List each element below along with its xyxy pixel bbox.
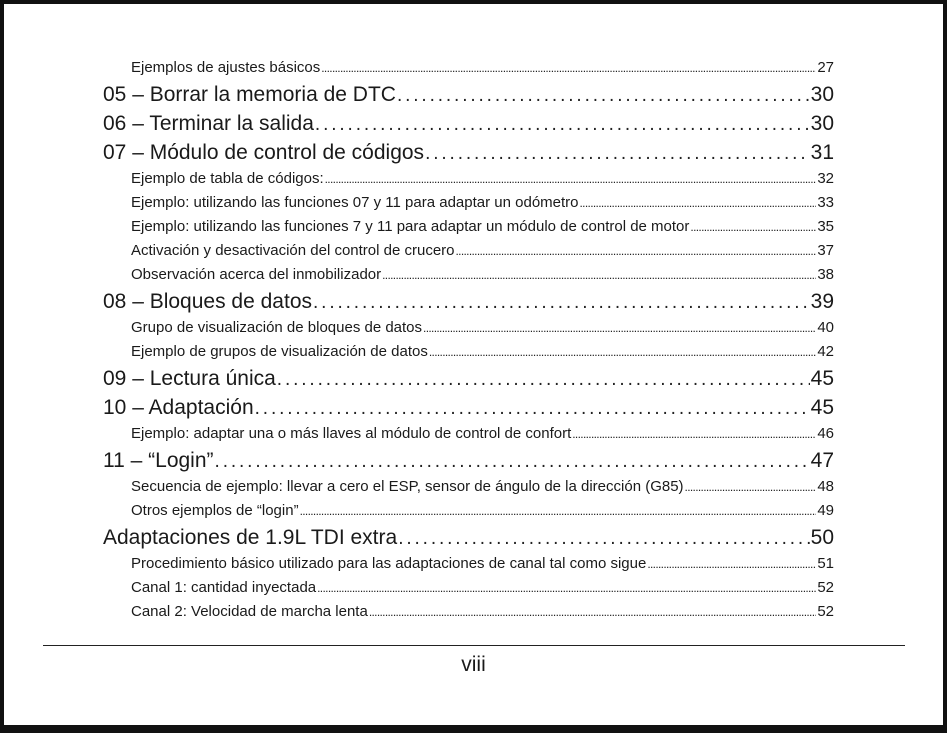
toc-entry-page-number: 30 — [810, 83, 834, 106]
dot-leader — [382, 263, 816, 287]
toc-entry-page-number: 27 — [817, 59, 834, 76]
toc-section-entry[interactable] — [103, 422, 834, 446]
toc-section-entry[interactable] — [103, 552, 834, 576]
dot-leader — [317, 576, 816, 600]
dot-leader — [321, 56, 816, 80]
toc-section-entry[interactable] — [103, 167, 834, 191]
dot-leader — [580, 191, 817, 215]
toc-entry-page-number: 45 — [810, 367, 834, 390]
toc-entry-page-number: 33 — [817, 194, 834, 211]
dot-leader — [300, 499, 817, 523]
toc-entry-title: Grupo de visualización de bloques de datos — [131, 319, 423, 336]
toc-section-entry[interactable] — [103, 499, 834, 523]
dot-leader — [277, 364, 810, 393]
page-number: viii — [461, 653, 486, 676]
toc-entry-page-number: 31 — [810, 141, 834, 164]
toc-entry-page-number: 51 — [817, 555, 834, 572]
toc-chapter-entry[interactable] — [103, 287, 834, 316]
toc-entry-page-number: 32 — [817, 170, 834, 187]
toc-section-entry[interactable] — [103, 263, 834, 287]
toc-section-entry[interactable] — [103, 340, 834, 364]
toc-entry-page-number: 49 — [817, 502, 834, 519]
toc-entry-title: 10 – Adaptación — [103, 396, 254, 419]
toc-entry-title: 08 – Bloques de datos — [103, 290, 312, 313]
dot-leader — [369, 600, 816, 624]
dot-leader — [456, 239, 817, 263]
toc-entry-title: Procedimiento básico utilizado para las adaptaciones de canal tal como sigue — [131, 555, 647, 572]
toc-entry-title: Ejemplo: utilizando las funciones 7 y 11 para adaptar un módulo de control de motor — [131, 218, 690, 235]
dot-leader — [423, 316, 816, 340]
toc-chapter-entry[interactable] — [103, 109, 834, 138]
toc-section-entry[interactable] — [103, 56, 834, 80]
toc-entry-page-number: 37 — [817, 242, 834, 259]
dot-leader — [215, 446, 810, 475]
dot-leader — [325, 167, 817, 191]
toc-entry-page-number: 42 — [817, 343, 834, 360]
dot-leader — [315, 109, 810, 138]
toc-entry-title: Ejemplo: utilizando las funciones 07 y 11 para adaptar un odómetro — [131, 194, 579, 211]
toc-entry-page-number: 50 — [810, 526, 834, 549]
footer-rule — [43, 645, 905, 646]
toc-entry-page-number: 45 — [810, 396, 834, 419]
toc-chapter-entry[interactable] — [103, 138, 834, 167]
dot-leader — [398, 523, 809, 552]
dot-leader — [255, 393, 810, 422]
toc-entry-title: Ejemplo de tabla de códigos: — [131, 170, 324, 187]
toc-entry-title: 09 – Lectura única — [103, 367, 276, 390]
toc-entry-title: 11 – “Login” — [103, 449, 214, 472]
table-of-contents — [103, 56, 834, 624]
toc-entry-title: Observación acerca del inmobilizador — [131, 266, 382, 283]
toc-entry-page-number: 38 — [817, 266, 834, 283]
toc-entry-title: 06 – Terminar la salida — [103, 112, 314, 135]
toc-entry-page-number: 47 — [810, 449, 834, 472]
toc-section-entry[interactable] — [103, 215, 834, 239]
toc-chapter-entry[interactable] — [103, 446, 834, 475]
toc-entry-page-number: 52 — [817, 603, 834, 620]
dot-leader — [313, 287, 810, 316]
toc-entry-title: Otros ejemplos de “login” — [131, 502, 299, 519]
toc-chapter-entry[interactable] — [103, 523, 834, 552]
dot-leader — [429, 340, 816, 364]
toc-chapter-entry[interactable] — [103, 393, 834, 422]
dot-leader — [690, 215, 816, 239]
toc-entry-page-number: 35 — [817, 218, 834, 235]
dot-leader — [425, 138, 810, 167]
toc-entry-title: Secuencia de ejemplo: llevar a cero el ESP, sensor de ángulo de la dirección (G85) — [131, 478, 684, 495]
toc-entry-page-number: 39 — [810, 290, 834, 313]
dot-leader — [572, 422, 816, 446]
toc-entry-page-number: 52 — [817, 579, 834, 596]
dot-leader — [685, 475, 817, 499]
toc-entry-title: Adaptaciones de 1.9L TDI extra — [103, 526, 398, 549]
dot-leader — [647, 552, 816, 576]
toc-entry-title: Canal 2: Velocidad de marcha lenta — [131, 603, 368, 620]
toc-section-entry[interactable] — [103, 316, 834, 340]
toc-entry-title: Activación y desactivación del control de crucero — [131, 242, 455, 259]
toc-entry-title: Ejemplo de grupos de visualización de datos — [131, 343, 428, 360]
dot-leader — [397, 80, 810, 109]
toc-entry-title: 05 – Borrar la memoria de DTC — [103, 83, 396, 106]
toc-entry-title: Canal 1: cantidad inyectada — [131, 579, 317, 596]
toc-section-entry[interactable] — [103, 576, 834, 600]
toc-chapter-entry[interactable] — [103, 80, 834, 109]
toc-section-entry[interactable] — [103, 475, 834, 499]
toc-entry-title: 07 – Módulo de control de códigos — [103, 141, 425, 164]
toc-entry-page-number: 30 — [810, 112, 834, 135]
toc-entry-page-number: 48 — [817, 478, 834, 495]
toc-entry-page-number: 40 — [817, 319, 834, 336]
toc-entry-title: Ejemplo: adaptar una o más llaves al módulo de control de confort — [131, 425, 572, 442]
toc-section-entry[interactable] — [103, 239, 834, 263]
toc-entry-title: Ejemplos de ajustes básicos — [131, 59, 321, 76]
toc-entry-page-number: 46 — [817, 425, 834, 442]
toc-section-entry[interactable] — [103, 600, 834, 624]
toc-chapter-entry[interactable] — [103, 364, 834, 393]
toc-section-entry[interactable] — [103, 191, 834, 215]
